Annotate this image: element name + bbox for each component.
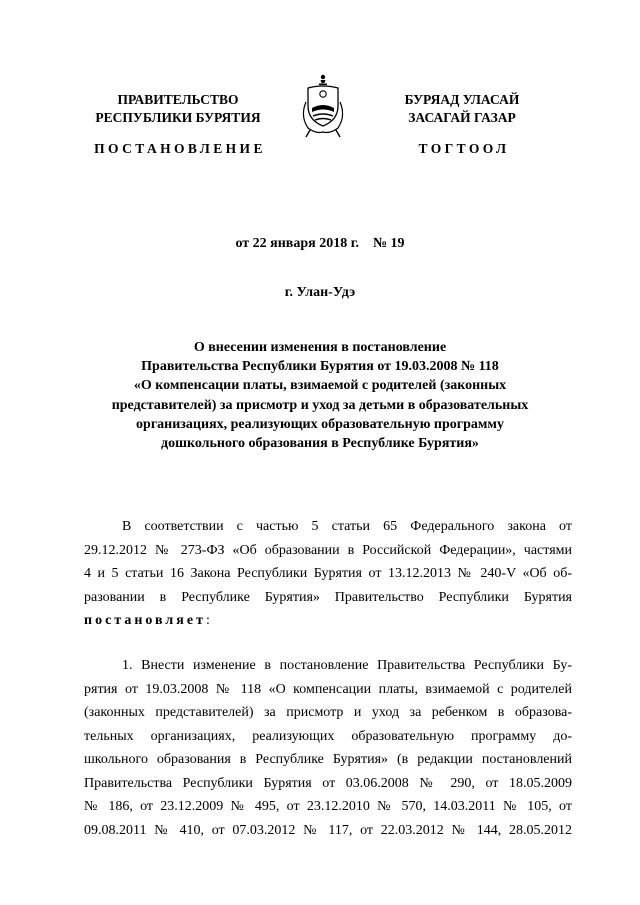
date-number-line xyxy=(0,236,640,252)
doc-type-bua: ТОГТООЛ xyxy=(418,141,510,156)
issuer-bua xyxy=(376,91,548,127)
issuer-ru xyxy=(88,91,268,127)
issuer-ru-line-2: РЕСПУБЛИКИ БУРЯТИЯ xyxy=(95,110,261,125)
document-city: г. Улан-Удэ xyxy=(284,285,356,300)
issuer-bua-line-2: ЗАСАГАЙ ГАЗАР xyxy=(408,110,516,125)
preamble-paragraph xyxy=(84,515,572,633)
item-1-line: рятия от 19.03.2008 № 118 «О компенсации платы, взимаемой с родителей xyxy=(84,681,572,697)
preamble-line: разовании в Республике Бурятия» Правительство Республики Бурятия xyxy=(84,589,572,605)
preamble-line: 4 и 5 статьи 16 Закона Республики Бурятия от 13.12.2013 № 240-V «Об об- xyxy=(84,566,572,581)
item-1-line: (законных представителей) за присмотр и уход за ребенком в образова- xyxy=(84,705,572,720)
issuer-bua-line-1: БУРЯАД УЛАСАЙ xyxy=(404,92,520,107)
decree-colon: : xyxy=(205,613,210,628)
document-title xyxy=(80,338,560,453)
coat-of-arms-icon xyxy=(298,72,348,138)
item-1-line: школьного образования в Республике Бурятия» (в редакции постановлений xyxy=(84,752,572,767)
decree-word: постановляет xyxy=(84,613,206,628)
title-line: «О компенсации платы, взимаемой с родителей (законных xyxy=(133,378,507,394)
issuer-ru-line-1: ПРАВИТЕЛЬСТВО xyxy=(117,92,239,107)
title-line: дошкольного образования в Республике Бурятия» xyxy=(161,436,479,452)
doc-type-ru: ПОСТАНОВЛЕНИЕ xyxy=(94,141,266,156)
item-1-line: № 186, от 23.12.2009 № 495, от 23.12.2010 № 570, 14.03.2011 № 105, от xyxy=(84,799,572,814)
decree-line xyxy=(84,609,572,633)
title-line: организациях, реализующих образовательную программу xyxy=(136,416,504,432)
document-number: № 19 xyxy=(372,236,405,251)
title-line: О внесении изменения в постановление xyxy=(193,340,447,355)
item-1-paragraph xyxy=(84,654,572,842)
title-line: Правительства Республики Бурятия от 19.03.2008 № 118 xyxy=(141,359,499,375)
preamble-line: В соответствии с частью 5 статьи 65 Федерального закона от xyxy=(122,519,572,534)
item-1-line: 1. Внести изменение в постановление Правительства Республики Бу- xyxy=(122,658,572,673)
title-line: представителей) за присмотр и уход за детьми в образовательных xyxy=(111,397,529,413)
item-1-line: 09.08.2011 № 410, от 07.03.2012 № 117, от 22.03.2012 № 144, 28.05.2012 xyxy=(84,822,572,838)
item-1-line: тельных организациях, реализующих образовательную программу до- xyxy=(84,728,572,744)
preamble-line: 29.12.2012 № 273-ФЗ «Об образовании в Российской Федерации», частями xyxy=(84,542,572,558)
document-date: от 22 января 2018 г. xyxy=(235,236,359,251)
item-1-line: Правительства Республики Бурятия от 03.06.2008 № 290, от 18.05.2009 xyxy=(84,775,572,791)
